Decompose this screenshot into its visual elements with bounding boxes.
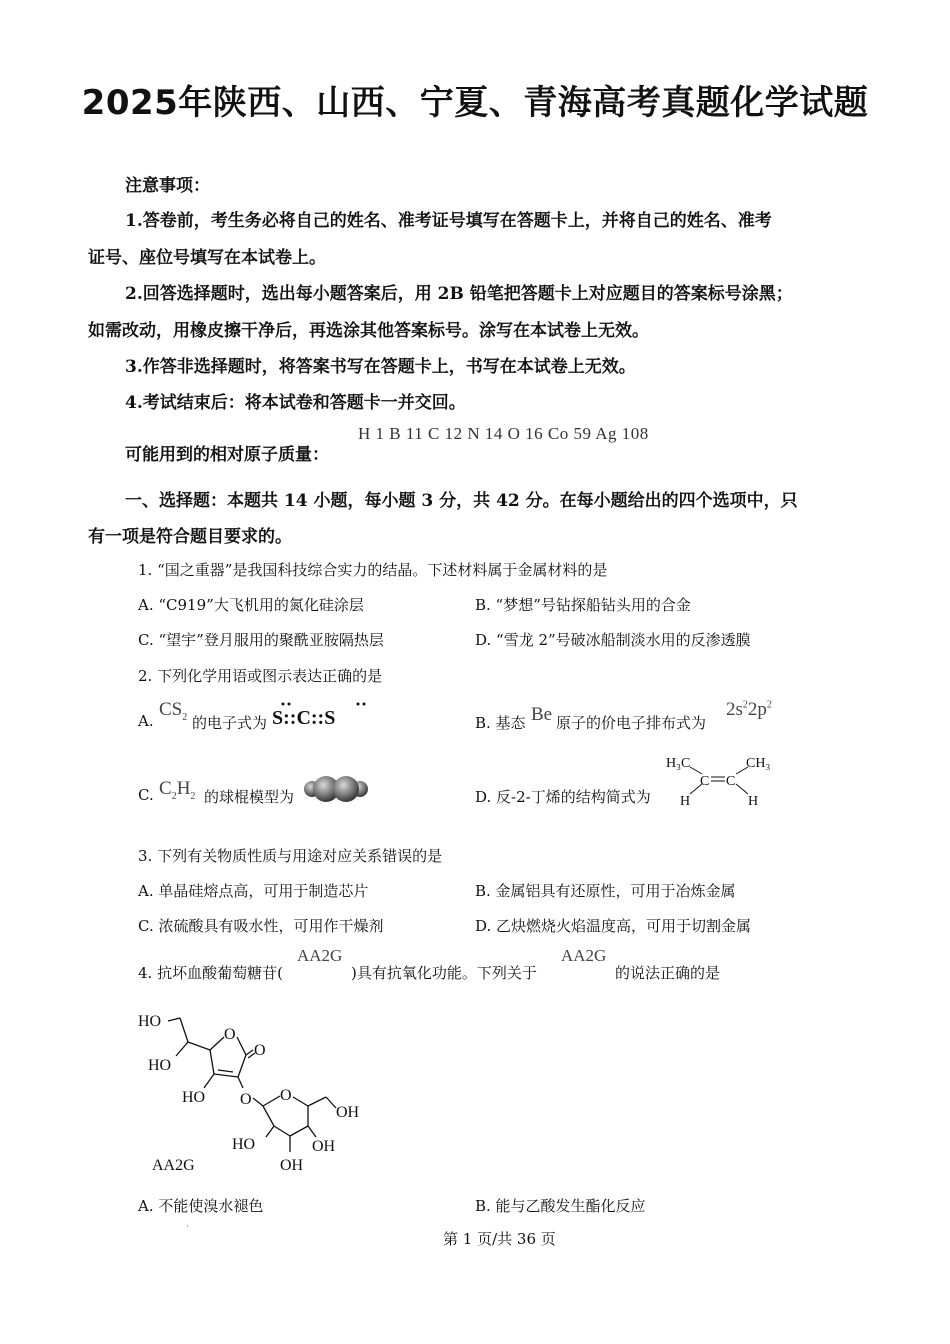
q3-stem: 3. 下列有关物质性质与用途对应关系错误的是	[138, 847, 443, 865]
page-title: 2025年陕西、山西、宁夏、青海高考真题化学试题	[81, 83, 869, 123]
section-heading-line-2: 有一项是符合题目要求的。	[88, 527, 292, 547]
atomic-mass-label: 可能用到的相对原子质量：	[125, 445, 329, 465]
q2-option-c-formula: $C_2H_2$	[159, 778, 196, 802]
footer-dot: ·	[186, 1222, 189, 1232]
svg-text:OH: OH	[312, 1138, 336, 1155]
q2-option-a-formula: $CS_2$	[159, 699, 188, 723]
q1-option-a: A. “C919”大飞机用的氮化硅涂层	[138, 596, 364, 614]
q2-option-c-prefix: C.	[138, 786, 154, 804]
q1-option-b: B. “梦想”号钻探船钻头用的合金	[475, 596, 691, 614]
notice-item-1-line-1: 1.答卷前，考生务必将自己的姓名、准考证号填写在答题卡上，并将自己的姓名、准考	[125, 211, 772, 231]
q2-option-c-text: 的球棍模型为	[204, 788, 295, 806]
q2-option-b-text: 原子的价电子排布式为	[556, 714, 707, 732]
svg-text:HO: HO	[148, 1057, 172, 1074]
q4-option-b: B. 能与乙酸发生酯化反应	[475, 1197, 646, 1215]
notice-item-1-line-2: 证号、座位号填写在本试卷上。	[88, 248, 326, 268]
aa2g-structure-diagram	[130, 1000, 390, 1184]
q2-option-a-text: 的电子式为	[192, 714, 268, 732]
svg-text:HO: HO	[138, 1013, 162, 1030]
notice-item-2-line-1: 2.回答选择题时，选出每小题答案后，用 2B 铅笔把答题卡上对应题目的答案标号涂黑；	[125, 284, 793, 304]
electron-dot-formula: S::C::S	[272, 707, 336, 729]
svg-text:C: C	[726, 774, 736, 789]
svg-text:OH: OH	[336, 1104, 360, 1121]
q1-option-d: D. “雪龙 2”号破冰船制淡水用的反渗透膜	[475, 631, 751, 649]
svg-text:H₃C: H₃C	[666, 756, 691, 771]
q2-option-b-formula: Be	[531, 704, 553, 725]
svg-text:O: O	[224, 1026, 236, 1043]
ball-and-stick-model-icon	[303, 772, 369, 810]
svg-text:C: C	[700, 774, 710, 789]
svg-text:CH₃: CH₃	[746, 756, 771, 771]
section-heading-line-1: 一、选择题：本题共 14 小题，每小题 3 分，共 42 分。在每小题给出的四个选项中，只	[125, 491, 798, 511]
q3-option-a: A. 单晶硅熔点高，可用于制造芯片	[138, 882, 369, 900]
q3-option-c: C. 浓硫酸具有吸水性，可用作干燥剂	[138, 917, 384, 935]
svg-text:OH: OH	[280, 1157, 304, 1174]
q2-option-b-prefix: B. 基态	[475, 714, 526, 732]
notice-item-4: 4.考试结束后：将本试卷和答题卡一并交回。	[125, 393, 466, 413]
q2-option-a-electron-dot	[272, 700, 372, 734]
q4-formula-1: AA2G	[297, 946, 343, 965]
svg-text:AA2G: AA2G	[152, 1157, 195, 1174]
q4-stem-part-1: 4. 抗坏血酸葡萄糖苷(	[138, 964, 283, 982]
notice-heading: 注意事项：	[125, 176, 210, 196]
q4-formula-2: AA2G	[561, 946, 607, 965]
notice-item-3: 3.作答非选择题时，将答案书写在答题卡上，书写在本试卷上无效。	[125, 357, 636, 377]
q1-stem: 1. “国之重器”是我国科技综合实力的结晶。下述材料属于金属材料的是	[138, 561, 608, 579]
q2-option-b-config: $2s^22p^2$	[726, 699, 772, 720]
q3-option-b: B. 金属铝具有还原性，可用于冶炼金属	[475, 882, 736, 900]
notice-item-2-line-2: 如需改动，用橡皮擦干净后，再选涂其他答案标号。涂写在本试卷上无效。	[88, 321, 649, 341]
atomic-mass-values: H 1 B 11 C 12 N 14 O 16 Co 59 Ag 108	[358, 424, 649, 443]
svg-text:HO: HO	[182, 1089, 206, 1106]
page-number: 第 1 页/共 36 页	[443, 1230, 556, 1248]
svg-text:H: H	[748, 794, 759, 809]
q2-option-a-prefix: A.	[138, 712, 154, 730]
svg-text:HO: HO	[232, 1136, 256, 1153]
svg-text:O: O	[280, 1087, 292, 1104]
q4-option-a: A. 不能使溴水褪色	[138, 1197, 264, 1215]
q2-stem: 2. 下列化学用语或图示表达正确的是	[138, 667, 383, 685]
q4-stem-part-2: )具有抗氧化功能。下列关于	[351, 964, 537, 982]
svg-text:O: O	[240, 1091, 252, 1108]
q2-option-d-text: D. 反-2-丁烯的结构简式为	[475, 788, 651, 806]
trans-2-butene-structure	[664, 752, 784, 814]
q4-stem-part-3: 的说法正确的是	[615, 964, 721, 982]
svg-text:H: H	[680, 794, 691, 809]
q1-option-c: C. “望宇”登月服用的聚酰亚胺隔热层	[138, 631, 384, 649]
svg-text:O: O	[254, 1042, 266, 1059]
q3-option-d: D. 乙炔燃烧火焰温度高，可用于切割金属	[475, 917, 752, 935]
